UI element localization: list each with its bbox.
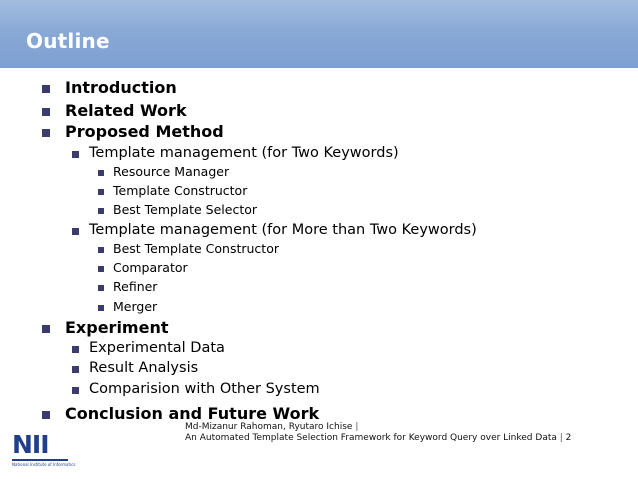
outline-item-label: Best Template Selector <box>113 202 258 217</box>
bullet-square-icon <box>98 285 104 291</box>
outline-item-label: Template management (for More than Two Keywords) <box>89 222 477 238</box>
outline-subitem-experimental-data <box>89 340 225 356</box>
slide-title: Outline <box>26 29 110 53</box>
outline-item-label: Comparision with Other System <box>89 381 320 397</box>
outline-subsubitem-merger <box>113 299 157 314</box>
bullet-square-icon <box>72 228 79 235</box>
outline-subsubitem-refiner <box>113 279 157 294</box>
footer-page-number: 2 <box>565 433 572 443</box>
bullet-square-icon <box>98 170 104 176</box>
bullet-square-icon <box>42 411 50 419</box>
outline-item-label: Experimental Data <box>89 340 225 356</box>
outline-item-label: Refiner <box>113 279 158 294</box>
bullet-square-icon <box>72 346 79 353</box>
outline-item-label: Comparator <box>113 260 188 275</box>
outline-subsubitem-best-template-selector <box>113 202 257 217</box>
outline-subsubitem-best-template-constructor <box>113 241 279 256</box>
bullet-square-icon <box>98 189 104 195</box>
bullet-square-icon <box>72 366 79 373</box>
footer-separator: | <box>355 422 359 432</box>
footer-authors: Md-Mizanur Rahoman, Ryutaro Ichise <box>185 422 353 432</box>
outline-item-label: Conclusion and Future Work <box>65 404 320 423</box>
logo-text: NII <box>12 430 49 459</box>
outline-item-label: Template management (for Two Keywords) <box>89 145 399 161</box>
outline-item-label: Merger <box>113 299 158 314</box>
outline-subsubitem-resource-manager <box>113 164 229 179</box>
bullet-square-icon <box>98 247 104 253</box>
outline-item-label: Related Work <box>65 101 187 120</box>
slide-footer <box>0 420 638 479</box>
outline-item-label: Best Template Constructor <box>113 241 279 256</box>
outline-subitem-comparision <box>89 381 320 397</box>
outline-item-label: Proposed Method <box>65 122 224 141</box>
outline-item-proposed-method <box>65 122 224 141</box>
bullet-square-icon <box>98 208 104 214</box>
bullet-square-icon <box>42 129 50 137</box>
bullet-square-icon <box>72 151 79 158</box>
footer-title-line <box>185 433 571 443</box>
outline-item-label: Template Constructor <box>113 183 248 198</box>
outline-item-experiment <box>65 318 169 337</box>
bullet-square-icon <box>42 325 50 333</box>
outline-item-label: Result Analysis <box>89 360 199 376</box>
outline-subitem-result-analysis <box>89 360 198 376</box>
outline-subsubitem-template-constructor <box>113 183 247 198</box>
outline-item-label: Resource Manager <box>113 164 230 179</box>
bullet-square-icon <box>98 305 104 311</box>
outline-subitem-template-management-two <box>89 145 399 161</box>
footer-separator: | <box>559 433 563 443</box>
outline-item-introduction <box>65 78 177 97</box>
footer-presentation-title: An Automated Template Selection Framework for Keyword Query over Linked Data <box>185 433 557 443</box>
nii-logo <box>6 430 76 470</box>
bullet-square-icon <box>42 85 50 93</box>
bullet-square-icon <box>42 108 50 116</box>
outline-item-label: Introduction <box>65 78 177 97</box>
outline-item-label: Experiment <box>65 318 169 337</box>
bullet-square-icon <box>72 387 79 394</box>
logo-divider <box>12 459 68 461</box>
footer-authors-line <box>185 422 358 432</box>
outline-subsubitem-comparator <box>113 260 188 275</box>
outline-subitem-template-management-more <box>89 222 477 238</box>
outline-item-related-work <box>65 101 187 120</box>
bullet-square-icon <box>98 266 104 272</box>
logo-subtext: National Institute of Informatics <box>12 462 76 467</box>
